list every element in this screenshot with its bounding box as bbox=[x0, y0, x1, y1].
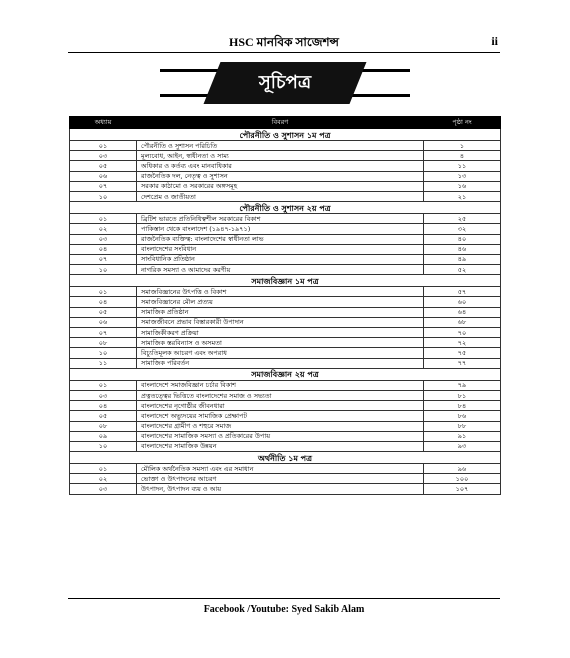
chapter-number: ১০ bbox=[70, 441, 137, 451]
chapter-description: প্রত্নতত্ত্বের ভিত্তিতে বাংলাদেশের সমাজ ও সভ্যতা bbox=[137, 390, 424, 400]
page-number-cell: ১১ bbox=[424, 161, 501, 171]
chapter-description: বিচ্যুতিমূলক আচরণ এবং অপরাধ bbox=[137, 348, 424, 358]
toc-title: সূচিপত্র bbox=[258, 72, 312, 93]
toc-table bbox=[69, 116, 501, 495]
table-row bbox=[70, 484, 501, 494]
footer-divider bbox=[68, 598, 500, 599]
table-row bbox=[70, 234, 501, 244]
section-heading-row bbox=[70, 452, 501, 464]
table-row bbox=[70, 307, 501, 317]
chapter-description: দেশপ্রেম ও জাতীয়তা bbox=[137, 191, 424, 201]
chapter-number: ০২ bbox=[70, 224, 137, 234]
table-row bbox=[70, 214, 501, 224]
chapter-number: ০৫ bbox=[70, 307, 137, 317]
chapter-description: অধিকার ও কর্তব্য এবং মানবাধিকার bbox=[137, 161, 424, 171]
chapter-description: নাগরিক সমস্যা ও আমাদের করণীয় bbox=[137, 265, 424, 275]
chapter-number: ০৮ bbox=[70, 421, 137, 431]
chapter-description: রাজনৈতিক দল, নেতৃত্ব ও সুশাসন bbox=[137, 171, 424, 181]
page-number-cell: ৮৮ bbox=[424, 421, 501, 431]
table-row bbox=[70, 181, 501, 191]
header-divider bbox=[68, 52, 500, 53]
page-number-cell: ১৩ bbox=[424, 171, 501, 181]
chapter-number: ০৩ bbox=[70, 484, 137, 494]
chapter-number: ১০ bbox=[70, 265, 137, 275]
chapter-number: ০৭ bbox=[70, 254, 137, 264]
column-header-page: পৃষ্ঠা নং bbox=[424, 117, 501, 129]
chapter-number: ০১ bbox=[70, 380, 137, 390]
chapter-description: সরকার কাঠামো ও সরকারের অঙ্গসমূহ bbox=[137, 181, 424, 191]
chapter-description: বাংলাদেশের গ্রামীণ ও শহুরে সমাজ bbox=[137, 421, 424, 431]
chapter-description: ব্রিটিশ ভারতে প্রতিনিধিত্বশীল সরকারের বিকাশ bbox=[137, 214, 424, 224]
page-number-cell: ৪ bbox=[424, 151, 501, 161]
section-title: সমাজবিজ্ঞান ২য় পত্র bbox=[70, 368, 501, 380]
page-number-cell: ৮৬ bbox=[424, 411, 501, 421]
chapter-description: সমাজবিজ্ঞানের মৌল প্রত্যয় bbox=[137, 297, 424, 307]
page-number-cell: ৭৯ bbox=[424, 380, 501, 390]
table-row bbox=[70, 464, 501, 474]
toc-header-row bbox=[70, 117, 501, 129]
chapter-number: ০৩ bbox=[70, 390, 137, 400]
chapter-description: মূল্যবোধ, আইন, স্বাধীনতা ও সাম্য bbox=[137, 151, 424, 161]
page-number-cell: ৯১ bbox=[424, 431, 501, 441]
chapter-description: বাংলাদেশে অভ্যুদয়ের সামাজিক প্রেক্ষাপট bbox=[137, 411, 424, 421]
chapter-description: পৌরনীতি ও সুশাসন পরিচিতি bbox=[137, 141, 424, 151]
section-title: পৌরনীতি ও সুশাসন ২য় পত্র bbox=[70, 202, 501, 214]
table-row bbox=[70, 441, 501, 451]
page-header bbox=[68, 34, 500, 52]
chapter-number: ০৪ bbox=[70, 244, 137, 254]
page-number-cell: ৪৬ bbox=[424, 244, 501, 254]
page-number-cell: ৪৯ bbox=[424, 254, 501, 264]
table-row bbox=[70, 431, 501, 441]
table-row bbox=[70, 338, 501, 348]
chapter-number: ০৪ bbox=[70, 401, 137, 411]
page-number-cell: ৩২ bbox=[424, 224, 501, 234]
page-number-cell: ৬০ bbox=[424, 297, 501, 307]
page-number-cell: ৫৭ bbox=[424, 287, 501, 297]
chapter-number: ০১ bbox=[70, 214, 137, 224]
page-number-cell: ১০০ bbox=[424, 474, 501, 484]
table-row bbox=[70, 348, 501, 358]
chapter-number: ০৫ bbox=[70, 161, 137, 171]
page-number-cell: ৪০ bbox=[424, 234, 501, 244]
page-number-cell: ৬৪ bbox=[424, 307, 501, 317]
table-row bbox=[70, 358, 501, 368]
table-row bbox=[70, 151, 501, 161]
chapter-number: ১০ bbox=[70, 191, 137, 201]
chapter-number: ০৮ bbox=[70, 338, 137, 348]
page-number-cell: ৫২ bbox=[424, 265, 501, 275]
chapter-description: মৌলিক অর্থনৈতিক সমস্যা এবং এর সমাধান bbox=[137, 464, 424, 474]
chapter-number: ১০ bbox=[70, 348, 137, 358]
toc-body bbox=[70, 129, 501, 495]
chapter-description: বাংলাদেশের নৃগোষ্ঠীর জীবনধারা bbox=[137, 401, 424, 411]
table-row bbox=[70, 328, 501, 338]
table-row bbox=[70, 390, 501, 400]
footer-credit: Facebook /Youtube: Syed Sakib Alam bbox=[203, 604, 365, 615]
chapter-description: বাংলাদেশে সমাজবিজ্ঞান চর্চার বিকাশ bbox=[137, 380, 424, 390]
table-row bbox=[70, 224, 501, 234]
page-number-cell: ৭০ bbox=[424, 328, 501, 338]
section-heading-row bbox=[70, 368, 501, 380]
table-row bbox=[70, 161, 501, 171]
page-number-cell: ৯৬ bbox=[424, 464, 501, 474]
page-number-cell: ১৬ bbox=[424, 181, 501, 191]
chapter-description: সামাজিক স্তরবিন্যাস ও অসমতা bbox=[137, 338, 424, 348]
table-row bbox=[70, 265, 501, 275]
table-row bbox=[70, 171, 501, 181]
page-number-cell: ১ bbox=[424, 141, 501, 151]
chapter-number: ০৭ bbox=[70, 181, 137, 191]
page-number-cell: ২১ bbox=[424, 191, 501, 201]
page-number: ii bbox=[491, 34, 498, 48]
chapter-description: উৎপাদন, উৎপাদন ব্যয় ও আয় bbox=[137, 484, 424, 494]
section-heading-row bbox=[70, 129, 501, 141]
table-row bbox=[70, 191, 501, 201]
page-number-cell: ৮১ bbox=[424, 390, 501, 400]
page-number-cell: ৮৪ bbox=[424, 401, 501, 411]
chapter-description: পাকিস্তান থেকে বাংলাদেশ (১৯৪৭-১৯৭১) bbox=[137, 224, 424, 234]
chapter-description: সামাজিক পরিবর্তন bbox=[137, 358, 424, 368]
book-title: HSC মানবিক সাজেশন্স bbox=[229, 35, 339, 49]
chapter-description: বাংলাদেশের সংবিধান bbox=[137, 244, 424, 254]
table-row bbox=[70, 287, 501, 297]
section-title: সমাজবিজ্ঞান ১ম পত্র bbox=[70, 275, 501, 287]
chapter-number: ১১ bbox=[70, 358, 137, 368]
chapter-number: ০৬ bbox=[70, 317, 137, 327]
section-heading-row bbox=[70, 202, 501, 214]
table-row bbox=[70, 411, 501, 421]
table-row bbox=[70, 380, 501, 390]
table-row bbox=[70, 254, 501, 264]
chapter-number: ০১ bbox=[70, 464, 137, 474]
section-title: অর্থনীতি ১ম পত্র bbox=[70, 452, 501, 464]
chapter-description: বাংলাদেশের সামাজিক উন্নয়ন bbox=[137, 441, 424, 451]
chapter-number: ০৩ bbox=[70, 151, 137, 161]
chapter-description: ভোক্তা ও উৎপাদনের আচরণ bbox=[137, 474, 424, 484]
chapter-number: ০৬ bbox=[70, 171, 137, 181]
chapter-number: ০২ bbox=[70, 474, 137, 484]
chapter-number: ০৫ bbox=[70, 411, 137, 421]
chapter-description: সাংবিধানিক প্রতিষ্ঠান bbox=[137, 254, 424, 264]
table-row bbox=[70, 317, 501, 327]
chapter-number: ০১ bbox=[70, 287, 137, 297]
chapter-description: সমাজজীবনে প্রভাব বিস্তারকারী উপাদান bbox=[137, 317, 424, 327]
page-number-cell: ৯৩ bbox=[424, 441, 501, 451]
page-number-cell: ৭৫ bbox=[424, 348, 501, 358]
table-row bbox=[70, 474, 501, 484]
chapter-description: বাংলাদেশের সামাজিক সমস্যা ও প্রতিকারের উপায় bbox=[137, 431, 424, 441]
chapter-description: সমাজবিজ্ঞানের উৎপত্তি ও বিকাশ bbox=[137, 287, 424, 297]
table-row bbox=[70, 244, 501, 254]
table-row bbox=[70, 401, 501, 411]
chapter-number: ০৭ bbox=[70, 328, 137, 338]
chapter-number: ০৯ bbox=[70, 431, 137, 441]
page-number-cell: ৭৭ bbox=[424, 358, 501, 368]
chapter-description: রাজনৈতিক ব্যক্তিত্ব: বাংলাদেশের স্বাধীনতা লাভ bbox=[137, 234, 424, 244]
section-heading-row bbox=[70, 275, 501, 287]
page-number-cell: ৭২ bbox=[424, 338, 501, 348]
table-row bbox=[70, 421, 501, 431]
page-number-cell: ৬৮ bbox=[424, 317, 501, 327]
chapter-description: সামাজিকীকরণ প্রক্রিয়া bbox=[137, 328, 424, 338]
chapter-description: সামাজিক প্রতিষ্ঠান bbox=[137, 307, 424, 317]
table-row bbox=[70, 297, 501, 307]
table-row bbox=[70, 141, 501, 151]
page-number-cell: ২৫ bbox=[424, 214, 501, 224]
chapter-number: ০১ bbox=[70, 141, 137, 151]
chapter-number: ০৩ bbox=[70, 234, 137, 244]
page-number-cell: ১০৭ bbox=[424, 484, 501, 494]
column-header-description: বিবরণ bbox=[137, 117, 424, 129]
section-title: পৌরনীতি ও সুশাসন ১ম পত্র bbox=[70, 129, 501, 141]
column-header-chapter: অধ্যায় bbox=[70, 117, 137, 129]
chapter-number: ০৪ bbox=[70, 297, 137, 307]
toc-banner bbox=[160, 62, 410, 104]
